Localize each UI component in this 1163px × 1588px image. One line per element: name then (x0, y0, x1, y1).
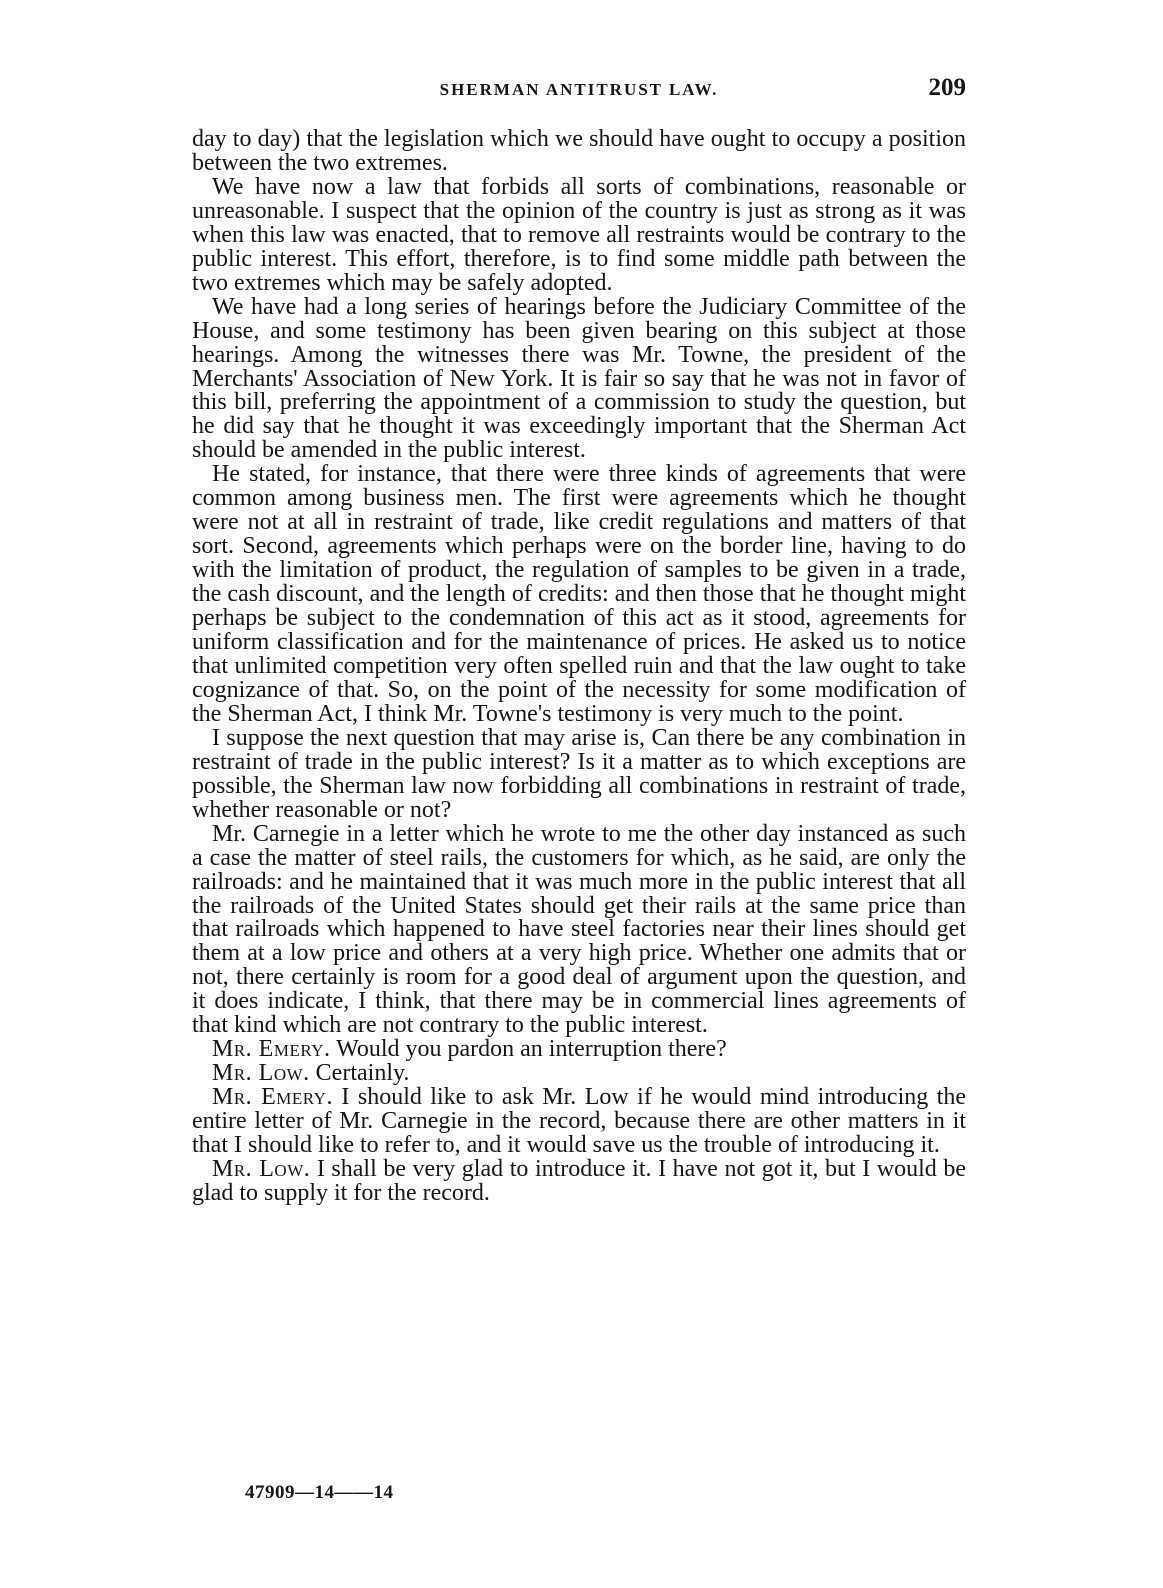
speech-text: I should like to ask Mr. Low if he would mind introducing the entire letter of Mr. Carnegie in the record, because there are other matters in it that I should like to refer to, and it would save us the trouble of introducing it. (192, 1084, 967, 1159)
paragraph-carnegie-letter: Mr. Carnegie in a letter which he wrote to me the other day instanced as such a case the matter of steel rails, the customers for which, as he said, are only the railroads: and he maintained that it was much more in the public interest that all the railroads of the United States should get their rails at the same price than that railroads which happened to have steel factories near their lines should get them at a low price and others at a very high price. Whether one admits that or not, there certainly is room for a good deal of argument upon the question, and it does indicate, I think, that there may be in commercial lines agreements of that kind which are not contrary to the public interest. (192, 820, 966, 1039)
speaker-name: Mr. Low. (212, 1060, 310, 1087)
paragraph-emery-request (192, 1086, 966, 1158)
speech-text: Would you pardon an interruption there? (336, 1036, 727, 1063)
speech-text: Certainly. (315, 1060, 410, 1087)
running-head (192, 74, 966, 108)
paragraph-emery-interruption (192, 1038, 966, 1062)
speaker-name: Mr. Emery. (212, 1084, 333, 1111)
paragraph-law-forbids-combinations: We have now a law that forbids all sorts of combinations, reasonable or unreasonable. I suspect that the opinion of the country is just as strong as it was when this law was enacted, that to remove all restraints would be contrary to the public interest. This effort, therefore, is to find some middle path between the two extremes which may be safely adopted. (192, 173, 966, 296)
paragraph-next-question: I suppose the next question that may arise is, Can there be any combination in restraint of trade in the public interest? Is it a matter as to which exceptions are possible, the Sherman law now forbidding all combinations in restraint of trade, whether reasonable or not? (192, 724, 966, 823)
paragraph-continuation: day to day) that the legislation which we should have ought to occupy a position between the two extremes. (192, 126, 966, 176)
speaker-name: Mr. Low. (212, 1155, 311, 1182)
speech-text: I shall be very glad to introduce it. I have not got it, but I would be glad to supply it for the record. (192, 1155, 967, 1206)
paragraph-hearings: We have had a long series of hearings before the Judiciary Committee of the House, and some testimony has been given bearing on this subject at those hearings. Among the witnesses there was Mr. Towne, the president of the Merchants' Association of New York. It is fair so say that he was not in favor of this bill, preferring the appointment of a commission to study the question, but he did say that he thought it was exceedingly important that the Sherman Act should be amended in the public interest. (192, 293, 966, 464)
paragraph-low-reply (192, 1062, 966, 1086)
running-title: SHERMAN ANTITRUST LAW. (439, 80, 719, 99)
paragraph-three-kinds-of-agreements: He stated, for instance, that there were three kinds of agreements that were common among business men. The first were agreements which he thought were not at all in restraint of trade, like credit regulations and matters of that sort. Second, agreements which perhaps were on the border line, having to do with the limitation of product, the regulation of samples to be given in a trade, the cash discount, and the length of credits: and then those that he thought might perhaps be subject to the condemnation of this act as it stood, agreements for uniform classification and for the maintenance of prices. He asked us to notice that unlimited competition very often spelled ruin and that the law ought to take cognizance of that. So, on the point of the necessity for some modification of the Sherman Act, I think Mr. Towne's testimony is very much to the point. (192, 461, 966, 727)
printer-signature: 47909—14——14 (245, 1482, 394, 1503)
body-text (192, 128, 966, 1206)
speaker-name: Mr. Emery. (212, 1036, 331, 1063)
page-number: 209 (928, 74, 966, 101)
paragraph-low-answer (192, 1155, 967, 1206)
